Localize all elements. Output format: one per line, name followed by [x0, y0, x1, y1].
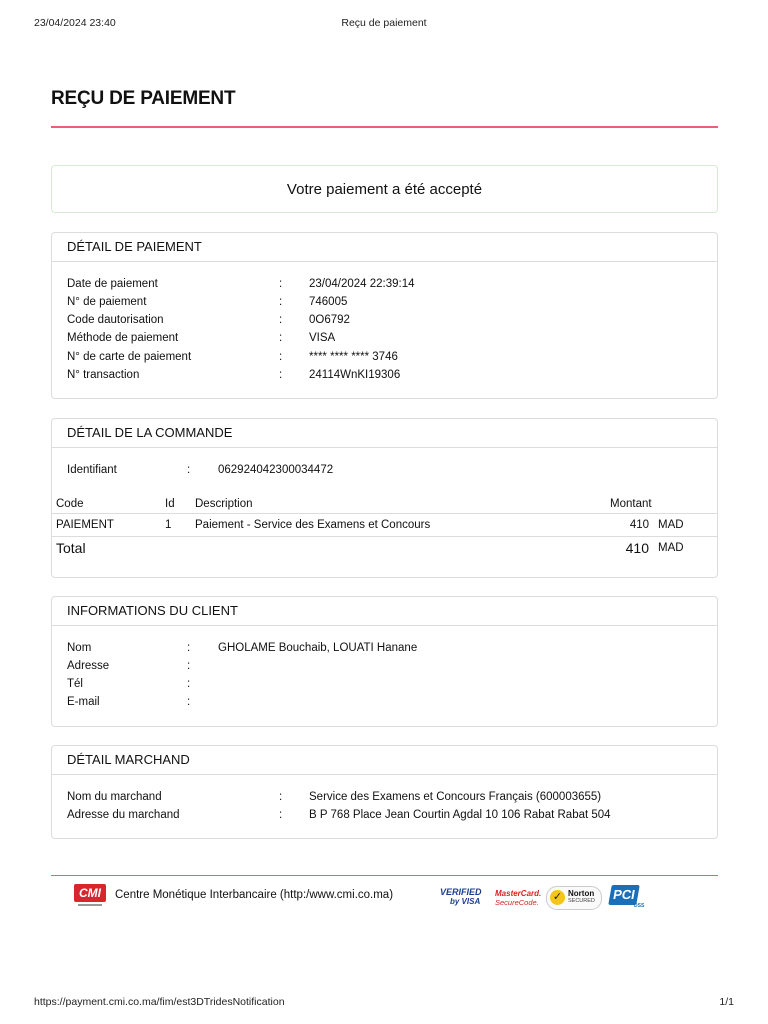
field-label: E-mail — [67, 696, 100, 708]
field-label: Adresse — [67, 660, 110, 672]
column-header-id: Id — [165, 498, 175, 510]
order-table-header — [52, 495, 717, 514]
item-code: PAIEMENT — [56, 519, 114, 531]
payment-row-transaction — [67, 367, 707, 383]
page-title: REÇU DE PAIEMENT — [51, 88, 236, 109]
print-title: Reçu de paiement — [341, 17, 427, 29]
title-divider — [51, 126, 718, 128]
field-label: Adresse du marchand — [67, 809, 180, 821]
check-icon: ✓ — [550, 890, 565, 905]
item-id: 1 — [165, 519, 172, 531]
field-label: Code dautorisation — [67, 314, 164, 326]
item-currency: MAD — [658, 519, 684, 531]
client-row-name — [67, 640, 707, 656]
cmi-logo-mark: CMI — [74, 884, 106, 902]
payment-row-number — [67, 294, 707, 310]
field-value: 0O6792 — [309, 314, 350, 326]
print-date: 23/04/2024 23:40 — [34, 17, 116, 29]
client-row-address — [67, 658, 707, 674]
field-value: 062924042300034472 — [218, 464, 334, 476]
field-value: Service des Examens et Concours Français (600003655) — [309, 791, 602, 803]
field-label: Tél — [67, 678, 83, 690]
field-label: Identifiant — [67, 464, 117, 476]
payment-detail-card — [51, 232, 718, 399]
field-separator: : — [187, 464, 191, 476]
field-value: GHOLAME Bouchaib, LOUATI Hanane — [218, 642, 418, 654]
field-separator: : — [187, 696, 191, 708]
print-url: https://payment.cmi.co.ma/fim/est3DTridesNotification — [34, 996, 285, 1008]
field-label: Nom du marchand — [67, 791, 162, 803]
field-value: 23/04/2024 22:39:14 — [309, 278, 415, 290]
mastercard-securecode-logo: MasterCard. SecureCode. — [495, 889, 542, 907]
print-footer — [34, 996, 734, 1010]
table-row — [52, 514, 717, 537]
payment-status-banner — [51, 165, 718, 213]
field-separator: : — [279, 278, 283, 290]
order-total-row — [52, 537, 717, 559]
field-separator: : — [187, 642, 191, 654]
field-label: Nom — [67, 642, 92, 654]
item-description: Paiement - Service des Examens et Concours — [195, 519, 431, 531]
field-separator: : — [279, 791, 283, 803]
field-separator: : — [187, 660, 191, 672]
security-logos — [440, 883, 650, 913]
page-number: 1/1 — [719, 996, 734, 1008]
print-header — [34, 17, 734, 31]
field-value: 746005 — [309, 296, 348, 308]
field-value: VISA — [309, 332, 336, 344]
payment-row-card — [67, 349, 707, 365]
order-detail-title: DÉTAIL DE LA COMMANDE — [52, 419, 717, 448]
field-label: N° transaction — [67, 369, 140, 381]
item-amount: 410 — [629, 519, 649, 531]
payment-row-date — [67, 276, 707, 292]
field-label: N° de carte de paiement — [67, 351, 192, 363]
field-separator: : — [279, 296, 283, 308]
total-amount: 410 — [625, 540, 649, 556]
order-table — [52, 495, 717, 559]
total-currency: MAD — [658, 542, 684, 554]
field-separator: : — [279, 314, 283, 326]
field-separator: : — [187, 678, 191, 690]
field-value: **** **** **** 3746 — [309, 351, 398, 363]
field-separator: : — [279, 809, 283, 821]
client-info-card — [51, 596, 718, 727]
order-detail-card — [51, 418, 718, 578]
merchant-detail-card — [51, 745, 718, 839]
client-row-email — [67, 694, 707, 710]
column-header-description: Description — [195, 498, 253, 510]
column-header-amount: Montant — [610, 498, 652, 510]
client-info-title: INFORMATIONS DU CLIENT — [52, 597, 717, 626]
norton-secured-logo: ✓ Norton SECURED — [546, 886, 602, 910]
field-value: 24114WnKI19306 — [309, 369, 401, 381]
field-separator: : — [279, 332, 283, 344]
cmi-link-text[interactable]: Centre Monétique Interbancaire (http:/www.cmi.co.ma) — [115, 889, 394, 901]
total-label: Total — [56, 540, 86, 556]
field-label: N° de paiement — [67, 296, 147, 308]
payment-row-auth-code — [67, 312, 707, 328]
client-row-phone — [67, 676, 707, 692]
field-separator: : — [279, 351, 283, 363]
pci-dss-logo: PCI DSS — [610, 883, 644, 911]
verified-by-visa-logo: VERIFIED by VISA — [440, 887, 482, 906]
payment-detail-title: DÉTAIL DE PAIEMENT — [52, 233, 717, 262]
field-label: Méthode de paiement — [67, 332, 179, 344]
payment-row-method — [67, 330, 707, 346]
column-header-code: Code — [56, 498, 84, 510]
payment-status-message: Votre paiement a été accepté — [286, 180, 483, 198]
field-label: Date de paiement — [67, 278, 158, 290]
merchant-row-name — [67, 789, 707, 805]
field-value: B P 768 Place Jean Courtin Agdal 10 106 Rabat Rabat 504 — [309, 809, 611, 821]
field-separator: : — [279, 369, 283, 381]
cmi-logo — [74, 884, 106, 910]
footer-divider — [51, 875, 718, 876]
merchant-row-address — [67, 807, 707, 823]
order-identifier-row — [67, 462, 707, 478]
merchant-detail-title: DÉTAIL MARCHAND — [52, 746, 717, 775]
